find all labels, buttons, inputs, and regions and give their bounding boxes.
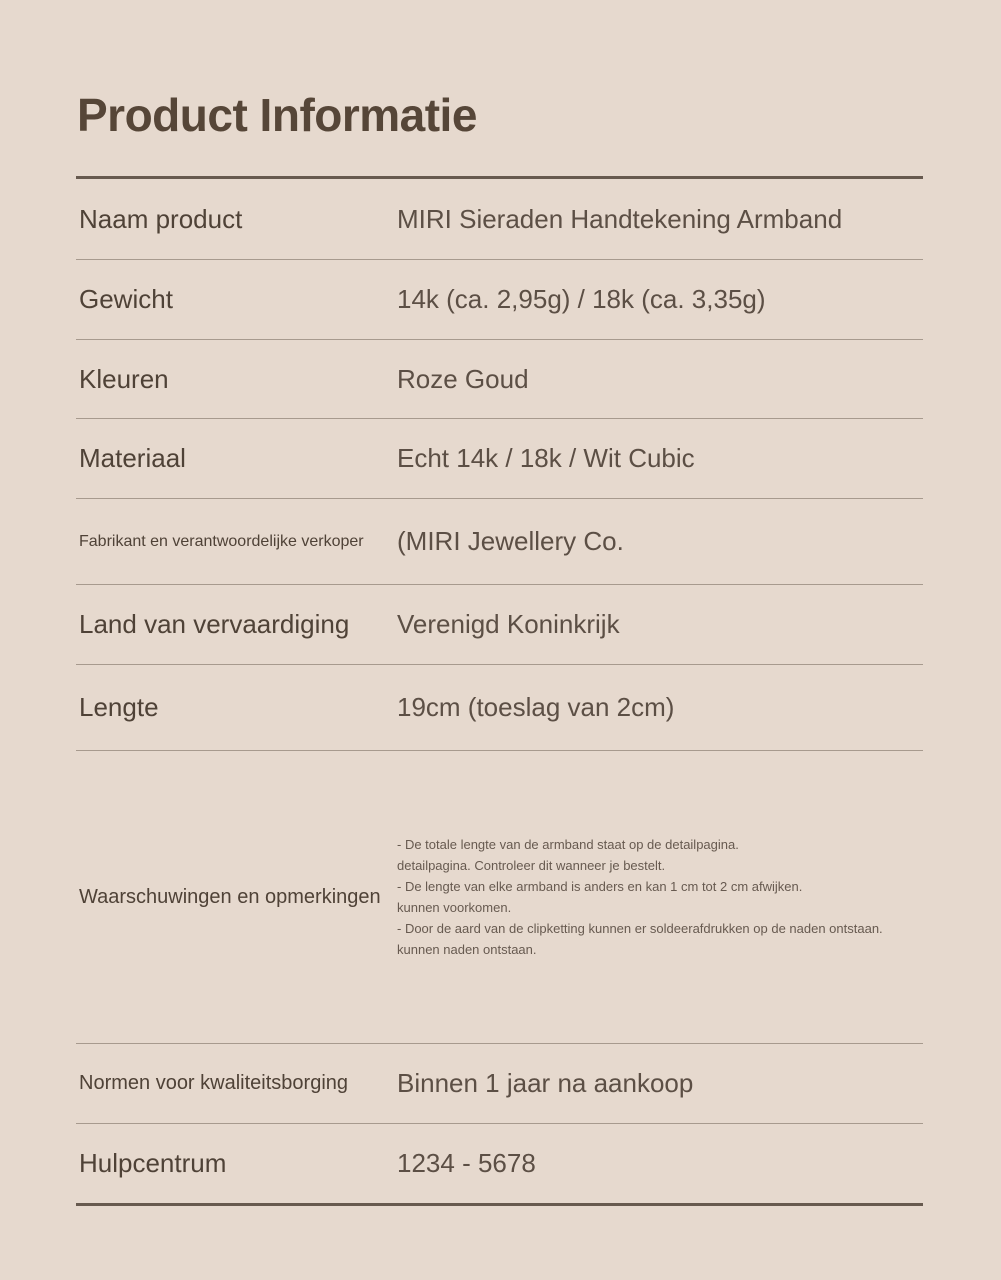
row-value: Echt 14k / 18k / Wit Cubic xyxy=(397,443,695,473)
row-value: Binnen 1 jaar na aankoop xyxy=(397,1068,694,1098)
row-product-name xyxy=(76,179,923,260)
row-label: Fabrikant en verantwoordelijke verkoper xyxy=(79,532,364,550)
row-value: MIRI Sieraden Handtekening Armband xyxy=(397,203,843,234)
note-line: - De totale lengte van de armband staat op de detailpagina. xyxy=(397,837,739,852)
page-title: Product Informatie xyxy=(77,89,477,141)
row-value: Roze Goud xyxy=(397,363,529,394)
row-country xyxy=(76,585,923,665)
row-label: Naam product xyxy=(79,203,243,234)
row-label: Gewicht xyxy=(79,284,173,314)
row-manufacturer xyxy=(76,499,923,585)
row-label: Waarschuwingen en opmerkingen xyxy=(79,885,381,908)
row-length xyxy=(76,665,923,751)
row-label: Kleuren xyxy=(79,363,169,394)
row-warnings xyxy=(76,751,923,1044)
row-weight xyxy=(76,260,923,340)
row-label: Materiaal xyxy=(79,443,186,473)
note-line: kunnen voorkomen. xyxy=(397,900,512,915)
note-line: kunnen naden ontstaan. xyxy=(397,942,537,957)
row-value: 1234 - 5678 xyxy=(397,1148,536,1178)
row-value: (MIRI Jewellery Co. xyxy=(397,526,624,556)
row-label: Hulpcentrum xyxy=(79,1148,227,1178)
row-material xyxy=(76,419,923,499)
row-value: 14k (ca. 2,95g) / 18k (ca. 3,35g) xyxy=(397,284,766,314)
product-info-table xyxy=(76,176,923,1206)
row-value: 19cm (toeslag van 2cm) xyxy=(397,692,675,722)
note-line: - Door de aard van de clipketting kunnen er soldeerafdrukken op de naden ontstaan. xyxy=(397,921,883,936)
row-label: Lengte xyxy=(79,692,159,722)
table-bottom-rule xyxy=(76,1203,923,1206)
row-quality xyxy=(76,1044,923,1124)
row-colors xyxy=(76,340,923,419)
row-value: Verenigd Koninkrijk xyxy=(397,609,620,639)
row-help-center xyxy=(76,1124,923,1203)
row-label: Land van vervaardiging xyxy=(79,609,350,639)
note-line: detailpagina. Controleer dit wanneer je bestelt. xyxy=(397,858,666,873)
warnings-notes xyxy=(397,834,923,960)
note-line: - De lengte van elke armband is anders en kan 1 cm tot 2 cm afwijken. xyxy=(397,879,803,894)
row-label: Normen voor kwaliteitsborging xyxy=(79,1072,349,1094)
